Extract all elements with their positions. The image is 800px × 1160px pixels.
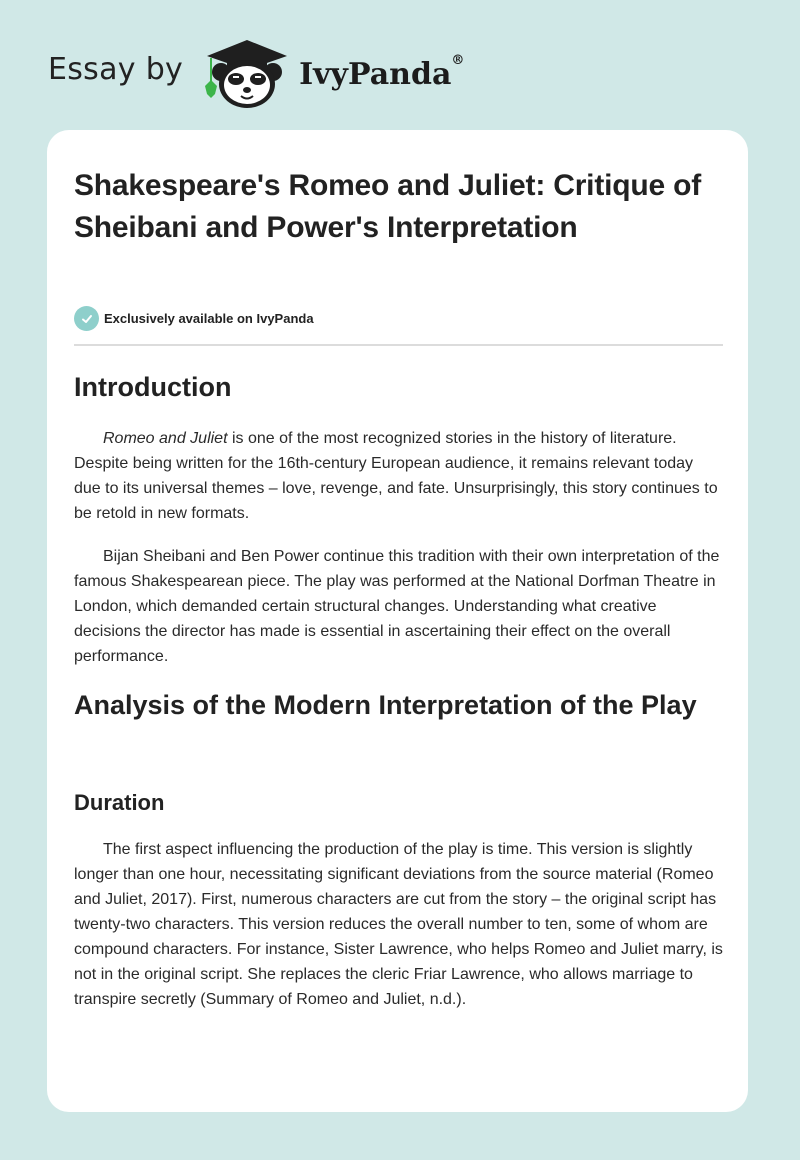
essay-by-label: Essay by: [48, 51, 184, 87]
check-circle-icon: [74, 306, 99, 331]
heading-duration: Duration: [74, 790, 165, 815]
duration-paragraph: The first aspect influencing the production of the play is time. This version is slightly longer than one hour, necessitating significant deviations from the source material (Romeo and Juliet, 2017). First, numerous characters are cut from the story – the original script has twenty-two characters. This version reduces the overall number to ten, some of whom are compound characters. For instance, Sister Lawrence, who helps Romeo and Juliet marry, is not in the original script. She replaces the cleric Friar Lawrence, who allows marriage to transpire secretly (Summary of Romeo and Juliet, n.d.).: [74, 841, 723, 1008]
essay-title: Shakespeare's Romeo and Juliet: Critique of Sheibani and Power's Interpretation: [74, 169, 702, 244]
exclusive-badge: [74, 306, 314, 331]
intro-paragraph-2: Bijan Sheibani and Ben Power continue this tradition with their own interpretation of the famous Shakespearean piece. The play was performed at the National Dorfman Theatre in London, which demanded certain structural changes. Understanding what creative decisions the director has made is essential in ascertaining their effect on the overall performance.: [74, 548, 720, 665]
brand-name: IvyPanda®: [299, 52, 465, 92]
title-divider: [74, 344, 723, 346]
italic-title: Romeo and Juliet: [103, 430, 228, 447]
exclusive-text: Exclusively available on IvyPanda: [104, 311, 314, 326]
site-header-brand[interactable]: [48, 34, 464, 110]
intro-paragraph-1: Romeo and Juliet is one of the most recognized stories in the history of literature. Despite being written for the 16th-century European audience, it remains relevant today due to its universal themes – love, revenge, and fate. Unsurprisingly, this story continues to be retold in new formats.: [74, 430, 718, 522]
essay-card: [47, 130, 748, 1112]
heading-introduction: Introduction: [74, 372, 232, 402]
panda-graduate-icon: [203, 34, 291, 110]
heading-analysis: Analysis of the Modern Interpretation of the Play: [74, 690, 697, 720]
